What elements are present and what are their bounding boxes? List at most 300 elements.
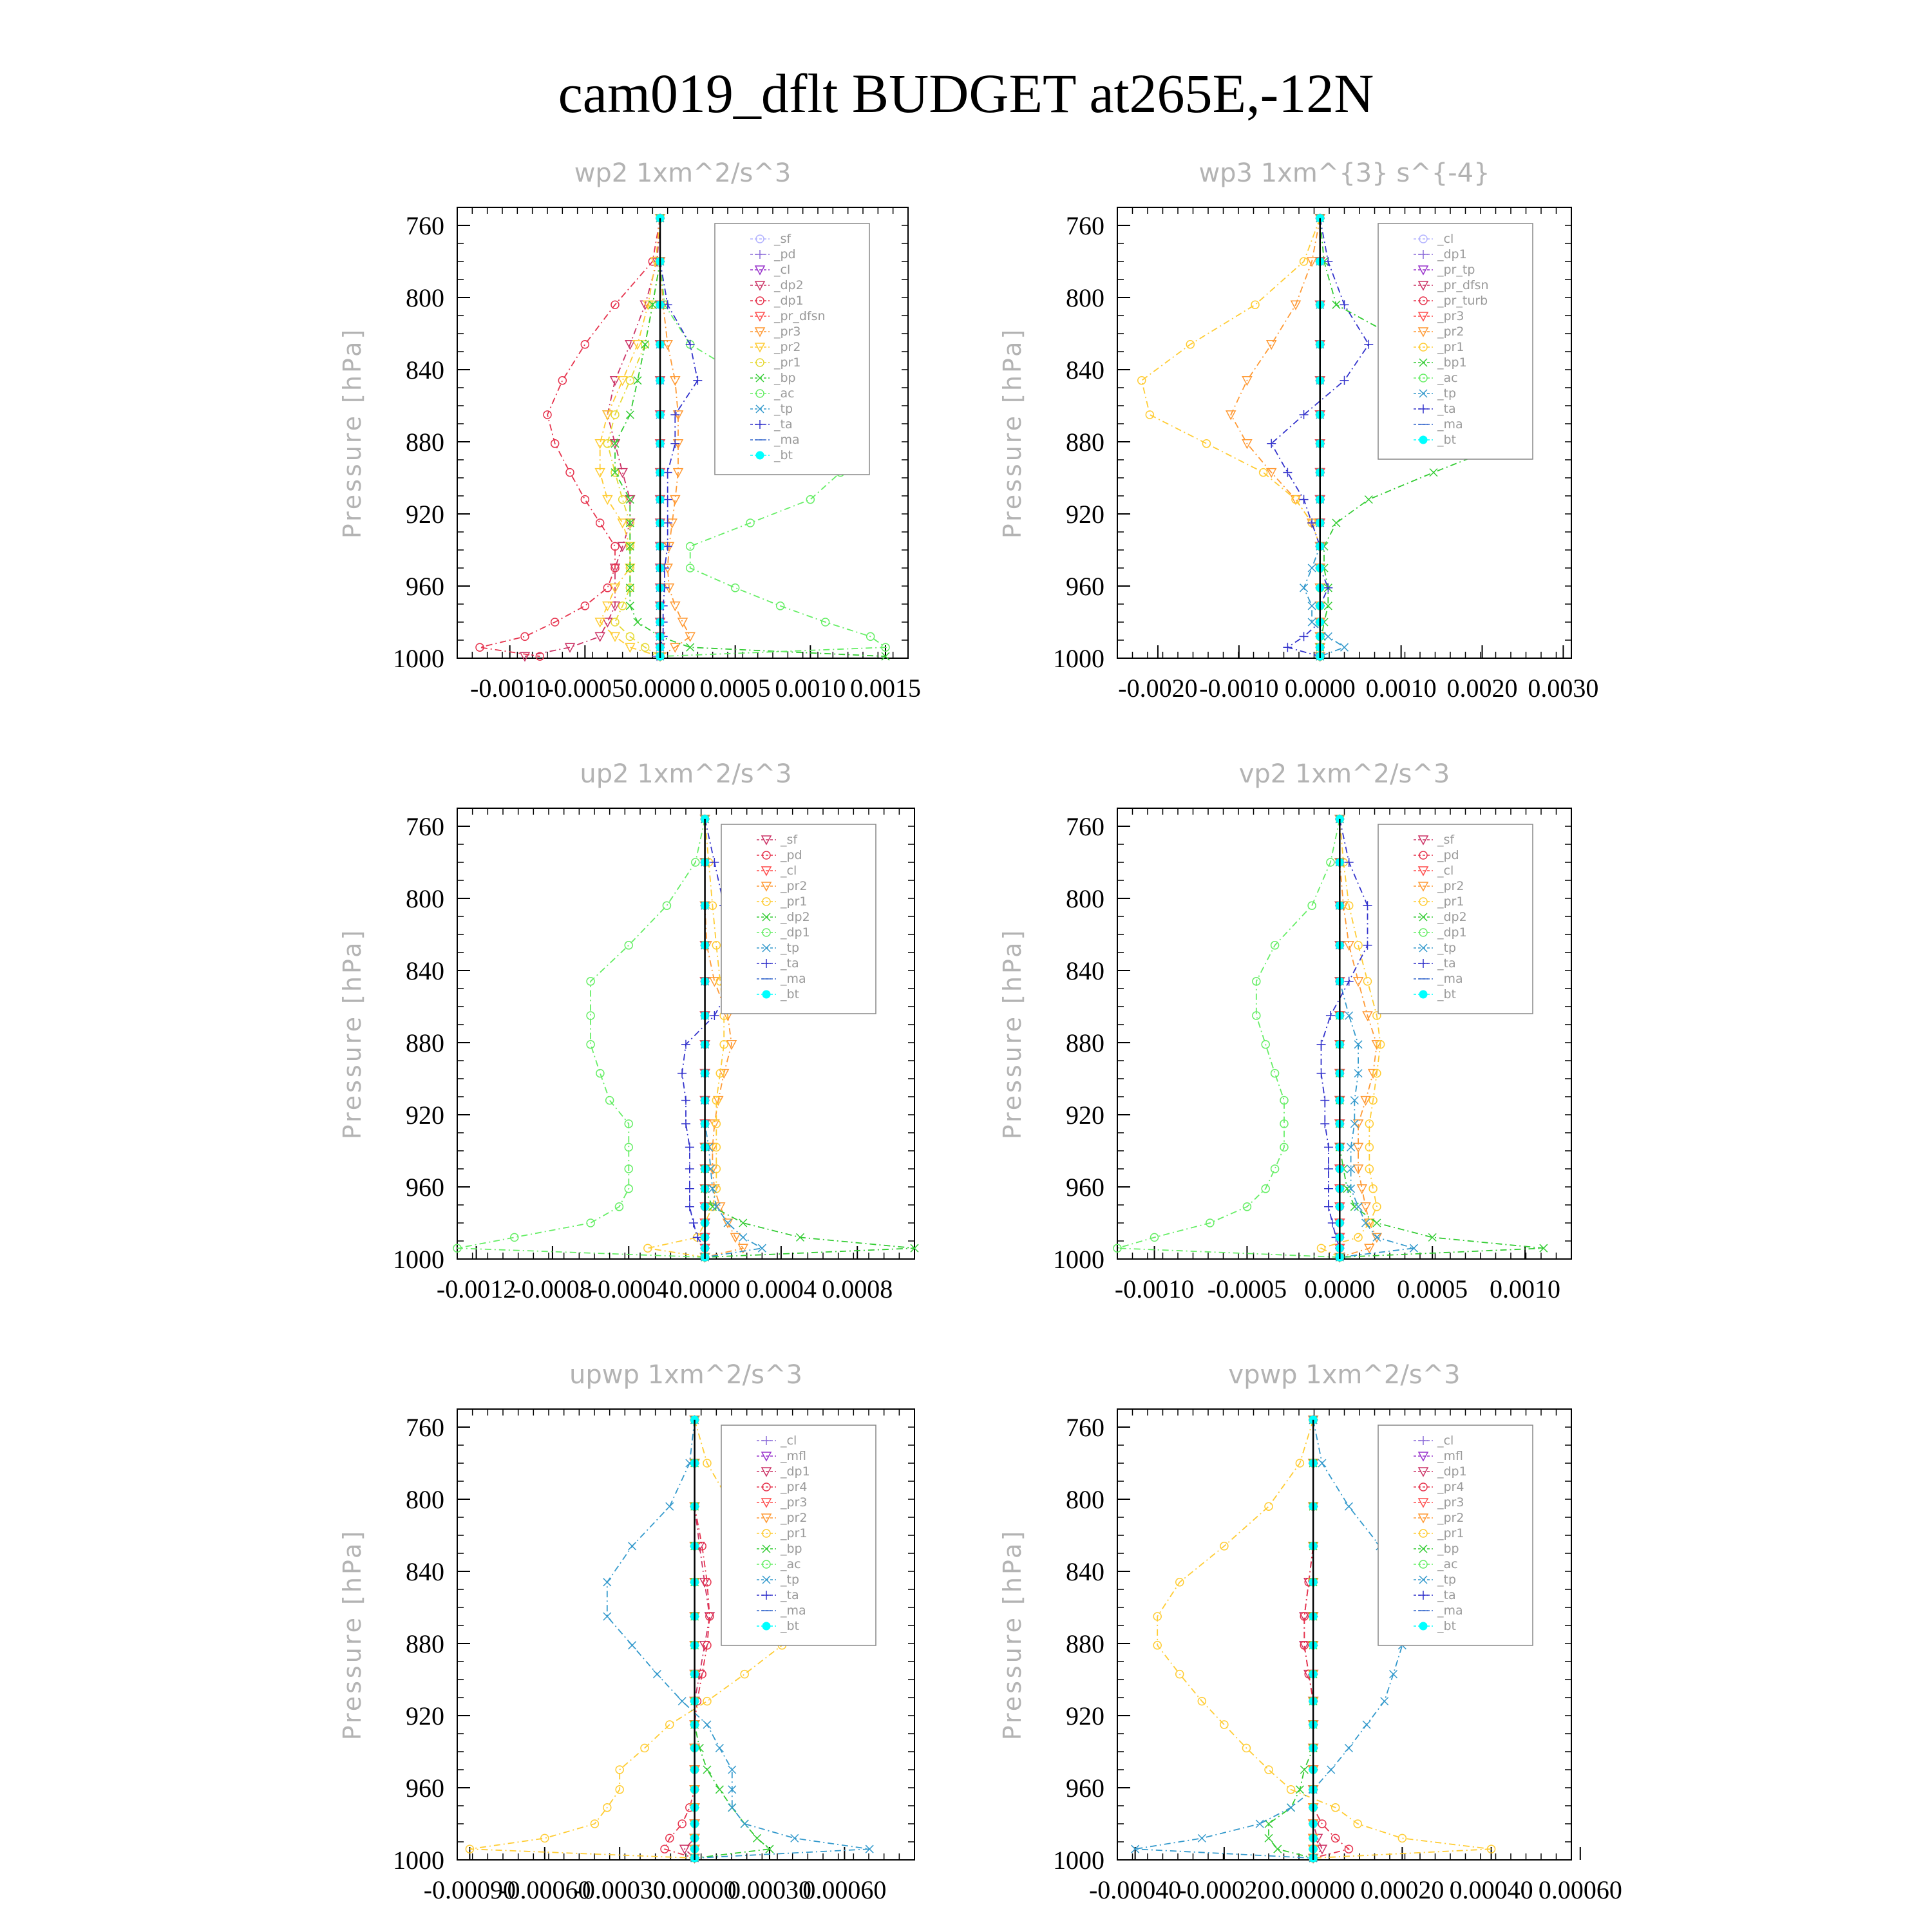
legend-label: _cl xyxy=(774,263,791,277)
series-pr1 xyxy=(1138,214,1324,660)
x-tick-label: -0.0008 xyxy=(513,1274,592,1303)
x-tick-label: -0.0010 xyxy=(1114,1274,1195,1303)
data-point xyxy=(1345,1744,1352,1752)
x-tick-label: 0.00060 xyxy=(802,1875,887,1904)
y-tick-label: 920 xyxy=(406,500,444,529)
data-point xyxy=(1318,1845,1327,1853)
legend-label: _ac xyxy=(1437,1557,1458,1571)
legend-label: _pr4 xyxy=(781,1480,808,1494)
legend-label: _ac xyxy=(1437,371,1458,385)
data-point xyxy=(1365,496,1372,504)
data-point xyxy=(685,1142,694,1151)
data-point xyxy=(629,1642,636,1649)
panel-title: vp2 1xm^2/s^3 xyxy=(1238,759,1450,789)
data-point xyxy=(1324,1142,1333,1151)
data-point xyxy=(1320,1096,1329,1105)
data-point xyxy=(581,496,589,504)
y-tick-label: 800 xyxy=(1066,884,1104,913)
legend-label: _pd xyxy=(781,848,802,862)
data-point xyxy=(1363,901,1372,910)
legend-label: _ma xyxy=(1437,972,1463,986)
x-tick-label: -0.0005 xyxy=(545,674,625,703)
y-tick-label: 840 xyxy=(406,956,444,985)
y-tick-label: 760 xyxy=(1066,211,1104,240)
data-point xyxy=(603,584,611,592)
legend-label: _tp xyxy=(1437,386,1457,401)
series-line xyxy=(525,218,660,656)
data-point xyxy=(1419,436,1427,444)
y-tick-label: 960 xyxy=(406,1173,444,1202)
series-line xyxy=(1340,819,1377,1257)
legend xyxy=(715,223,869,475)
legend-label: _ma xyxy=(781,1604,806,1618)
legend-label: _cl xyxy=(781,864,797,878)
legend-label: _pr4 xyxy=(1437,1480,1464,1494)
x-tick-label: -0.0010 xyxy=(1199,674,1279,703)
series-dp1 xyxy=(453,815,709,1261)
data-point xyxy=(1271,1165,1279,1173)
x-tick-label: -0.00020 xyxy=(1178,1875,1271,1904)
x-tick-label: 0.0004 xyxy=(745,1274,817,1303)
x-tick-label: 0.00020 xyxy=(1360,1875,1444,1904)
y-tick-label: 760 xyxy=(1066,1413,1104,1442)
data-point xyxy=(1296,1786,1303,1794)
series-pr4 xyxy=(661,1416,714,1862)
y-tick-label: 1000 xyxy=(393,1245,444,1274)
data-point xyxy=(715,1786,723,1794)
data-point xyxy=(1267,341,1276,349)
legend-label: _ac xyxy=(774,386,795,401)
y-tick-label: 760 xyxy=(1066,812,1104,841)
data-point xyxy=(1265,1502,1273,1510)
legend-label: _ac xyxy=(781,1557,801,1571)
series-pr4 xyxy=(1300,1416,1352,1862)
y-tick-label: 840 xyxy=(1066,1557,1104,1586)
data-point xyxy=(677,1069,687,1078)
y-tick-label: 840 xyxy=(406,355,444,384)
legend-label: _pr1 xyxy=(1437,1526,1464,1540)
legend-label: _pr2 xyxy=(1437,325,1464,339)
data-point xyxy=(606,1097,614,1104)
legend-label: _bt xyxy=(781,987,800,1001)
x-tick-label: -0.00040 xyxy=(1088,1875,1182,1904)
data-point xyxy=(1340,300,1349,309)
data-point xyxy=(626,602,634,610)
budget-panel-3 xyxy=(998,759,1571,1303)
legend-label: _pr1 xyxy=(774,355,801,370)
legend xyxy=(721,824,876,1014)
x-tick-label: 0.0005 xyxy=(1397,1274,1468,1303)
legend-label: _dp1 xyxy=(1437,247,1467,261)
x-tick-label: 0.0010 xyxy=(775,674,846,703)
legend-label: _pr3 xyxy=(774,325,801,339)
data-point xyxy=(686,632,695,641)
data-point xyxy=(625,1143,632,1151)
y-tick-label: 800 xyxy=(1066,283,1104,312)
data-point xyxy=(1327,1766,1335,1774)
x-tick-label: -0.00090 xyxy=(423,1875,516,1904)
y-tick-label: 840 xyxy=(1066,956,1104,985)
y-tick-label: 800 xyxy=(1066,1485,1104,1514)
y-tick-label: 960 xyxy=(1066,572,1104,601)
data-point xyxy=(681,1119,690,1128)
data-point xyxy=(1320,1119,1329,1128)
y-tick-label: 960 xyxy=(406,572,444,601)
panel-title: up2 1xm^2/s^3 xyxy=(580,759,792,789)
data-point xyxy=(1271,1070,1279,1077)
y-tick-label: 800 xyxy=(406,884,444,913)
data-point xyxy=(681,1096,690,1105)
data-point xyxy=(1324,1184,1333,1193)
y-tick-label: 960 xyxy=(406,1774,444,1803)
panel-title: wp3 1xm^{3} s^{-4} xyxy=(1198,158,1490,188)
series-pr2 xyxy=(1335,815,1381,1262)
data-point xyxy=(1308,602,1316,610)
x-tick-label: -0.0010 xyxy=(470,674,550,703)
data-point xyxy=(596,440,605,448)
legend-label: _sf xyxy=(781,833,798,847)
legend-label: _bt xyxy=(1437,433,1457,447)
series-line xyxy=(660,218,697,656)
x-tick-label: 0.0000 xyxy=(625,674,696,703)
series-pr2 xyxy=(1226,214,1324,661)
data-point xyxy=(686,340,695,349)
x-tick-label: 0.0015 xyxy=(850,674,921,703)
legend-label: _pr_dfsn xyxy=(774,309,826,323)
legend-label: _dp1 xyxy=(781,925,810,940)
series-tp xyxy=(1300,214,1349,660)
data-point xyxy=(693,376,702,385)
data-point xyxy=(1308,564,1316,572)
data-point xyxy=(1363,978,1371,985)
legend-label: _bp xyxy=(1437,1542,1459,1556)
data-point xyxy=(581,602,589,610)
data-point xyxy=(685,1184,694,1193)
data-point xyxy=(603,440,611,448)
data-point xyxy=(1307,518,1316,527)
data-point xyxy=(741,1671,748,1678)
x-tick-label: 0.00030 xyxy=(727,1875,811,1904)
x-tick-label: 0.00000 xyxy=(652,1875,737,1904)
data-point xyxy=(678,1820,686,1828)
x-tick-label: 0.0030 xyxy=(1528,674,1599,703)
legend-label: _dp2 xyxy=(1437,910,1467,924)
data-point xyxy=(666,1502,674,1510)
data-point xyxy=(596,1070,604,1077)
legend-label: _pr1 xyxy=(781,1526,808,1540)
legend-label: _pr_tp xyxy=(1437,263,1475,277)
data-point xyxy=(1381,1698,1388,1705)
x-tick-label: -0.0004 xyxy=(589,1274,668,1303)
data-point xyxy=(685,1164,694,1173)
series-line xyxy=(1135,1420,1412,1858)
legend-label: _ma xyxy=(1437,1604,1463,1618)
x-tick-label: 0.0010 xyxy=(1490,1274,1561,1303)
legend-label: _ma xyxy=(781,972,806,986)
legend-label: _pr1 xyxy=(781,895,808,909)
legend-label: _ta xyxy=(1437,1588,1456,1602)
legend-label: _pr2 xyxy=(1437,879,1464,893)
legend-label: _mfl xyxy=(1437,1449,1463,1463)
legend-label: _tp xyxy=(781,941,800,955)
data-point xyxy=(1256,1820,1264,1828)
y-tick-label: 880 xyxy=(406,428,444,457)
legend-label: _bt xyxy=(1437,1619,1457,1633)
series-dp2 xyxy=(520,214,665,661)
legend-label: _dp1 xyxy=(781,1464,810,1479)
legend-label: _sf xyxy=(1437,833,1455,847)
series-line xyxy=(1142,218,1320,656)
y-axis-label: Pressure [hPa] xyxy=(998,1528,1027,1741)
legend-label: _dp2 xyxy=(774,278,804,292)
legend-label: _pr_turb xyxy=(1437,294,1488,308)
legend-label: _ta xyxy=(774,417,793,431)
y-tick-label: 880 xyxy=(406,1629,444,1658)
panel-title: wp2 1xm^2/s^3 xyxy=(574,158,791,188)
data-point xyxy=(629,1542,636,1550)
data-point xyxy=(681,1040,690,1049)
budget-panel-1 xyxy=(998,158,1598,703)
legend-label: _pr3 xyxy=(1437,1495,1464,1510)
series-pd xyxy=(652,214,665,661)
data-point xyxy=(1300,495,1309,504)
legend-label: _ta xyxy=(781,956,799,971)
legend-label: _sf xyxy=(774,232,791,246)
y-tick-label: 960 xyxy=(1066,1173,1104,1202)
data-point xyxy=(619,496,627,504)
data-point xyxy=(663,902,670,909)
legend-label: _dp1 xyxy=(1437,925,1467,940)
legend-label: _tp xyxy=(1437,1573,1457,1587)
legend xyxy=(1378,1425,1533,1645)
data-point xyxy=(1300,584,1308,592)
y-tick-label: 760 xyxy=(406,1413,444,1442)
data-point xyxy=(762,990,770,998)
figure-title: cam019_dflt BUDGET at265E,-12N xyxy=(558,62,1374,124)
data-point xyxy=(687,542,694,550)
data-point xyxy=(1265,1766,1273,1774)
data-point xyxy=(1363,1721,1370,1728)
legend-label: _pd xyxy=(774,247,796,261)
legend-label: _pr2 xyxy=(781,1511,808,1525)
legend-label: _ta xyxy=(1437,956,1456,971)
legend-label: _tp xyxy=(1437,941,1457,955)
data-point xyxy=(1363,941,1372,950)
y-tick-label: 1000 xyxy=(1053,1245,1104,1274)
legend-label: _dp2 xyxy=(781,910,810,924)
y-tick-label: 760 xyxy=(406,812,444,841)
data-point xyxy=(587,1219,594,1227)
series-line xyxy=(1321,819,1381,1257)
legend xyxy=(721,1425,876,1645)
data-point xyxy=(625,942,632,949)
legend-label: _bp xyxy=(774,371,796,385)
series-line xyxy=(665,1420,710,1858)
legend-label: _pr2 xyxy=(774,340,801,354)
data-point xyxy=(1326,1011,1335,1020)
data-point xyxy=(1354,1143,1363,1151)
series-pr1 xyxy=(603,214,664,660)
data-point xyxy=(1373,1219,1381,1227)
budget-panel-5 xyxy=(998,1360,1622,1904)
data-point xyxy=(1308,618,1316,626)
series-pr1 xyxy=(644,815,728,1261)
data-point xyxy=(806,496,814,504)
data-point xyxy=(1146,411,1153,419)
data-point xyxy=(715,1744,723,1752)
y-tick-label: 920 xyxy=(1066,1101,1104,1130)
legend-label: _pr1 xyxy=(1437,895,1464,909)
data-point xyxy=(1345,1012,1353,1019)
y-tick-label: 1000 xyxy=(393,1846,444,1875)
data-point xyxy=(1317,1069,1326,1078)
data-point xyxy=(756,451,764,459)
legend-label: _tp xyxy=(774,402,793,416)
data-point xyxy=(1317,1040,1326,1049)
data-point xyxy=(1390,1671,1397,1678)
x-tick-label: -0.00030 xyxy=(573,1875,666,1904)
data-point xyxy=(1318,1459,1326,1467)
x-tick-label: 0.00040 xyxy=(1449,1875,1533,1904)
data-point xyxy=(1343,1185,1351,1193)
data-point xyxy=(1287,1804,1295,1812)
data-point xyxy=(1430,469,1437,477)
data-point xyxy=(603,1578,611,1586)
y-axis-label: Pressure [hPa] xyxy=(998,327,1027,539)
y-tick-label: 1000 xyxy=(1053,1846,1104,1875)
data-point xyxy=(685,1202,694,1211)
data-point xyxy=(611,618,619,626)
legend-label: _ta xyxy=(781,1588,799,1602)
data-point xyxy=(703,1721,711,1728)
data-point xyxy=(1202,440,1210,448)
data-point xyxy=(703,1698,711,1705)
data-point xyxy=(603,496,612,504)
x-tick-label: 0.0000 xyxy=(669,1274,741,1303)
panel-title: upwp 1xm^2/s^3 xyxy=(569,1360,802,1390)
data-point xyxy=(634,618,641,626)
y-tick-label: 1000 xyxy=(1053,644,1104,673)
y-tick-label: 760 xyxy=(406,211,444,240)
series-dp1 xyxy=(1113,815,1343,1261)
y-tick-label: 800 xyxy=(406,283,444,312)
y-axis-label: Pressure [hPa] xyxy=(338,927,366,1140)
data-point xyxy=(626,411,634,419)
panel-title: vpwp 1xm^2/s^3 xyxy=(1228,1360,1461,1390)
data-point xyxy=(1354,1203,1362,1211)
data-point xyxy=(1364,340,1373,349)
x-tick-label: -0.0020 xyxy=(1118,674,1198,703)
data-point xyxy=(1398,1834,1406,1842)
series-dp1 xyxy=(476,214,664,660)
data-point xyxy=(558,377,566,384)
legend-label: _pr_dfsn xyxy=(1437,278,1489,292)
data-point xyxy=(739,1219,747,1227)
legend-label: _bp1 xyxy=(1437,355,1467,370)
y-tick-label: 1000 xyxy=(393,644,444,673)
series-line xyxy=(1304,218,1345,656)
data-point xyxy=(1345,1502,1352,1510)
y-axis-label: Pressure [hPa] xyxy=(338,327,366,539)
x-tick-label: 0.0020 xyxy=(1446,674,1518,703)
data-point xyxy=(603,1613,611,1620)
series-line xyxy=(1269,1420,1313,1858)
data-point xyxy=(1324,632,1332,640)
data-point xyxy=(670,602,679,611)
y-axis-label: Pressure [hPa] xyxy=(998,927,1027,1140)
data-point xyxy=(791,1834,799,1842)
data-point xyxy=(1324,1202,1333,1211)
x-tick-label: 0.0000 xyxy=(1304,1274,1376,1303)
legend-label: _tp xyxy=(781,1573,800,1587)
data-point xyxy=(1419,990,1427,998)
data-point xyxy=(1260,469,1267,477)
legend-label: _ta xyxy=(1437,402,1456,416)
legend-label: _pr3 xyxy=(1437,309,1464,323)
budget-panel-2 xyxy=(338,759,918,1303)
data-point xyxy=(753,1834,761,1842)
legend-label: _bp xyxy=(781,1542,802,1556)
budget-panel-4 xyxy=(338,1360,914,1904)
data-point xyxy=(1350,1203,1358,1211)
data-point xyxy=(1324,1164,1333,1173)
x-tick-label: 0.00000 xyxy=(1271,1875,1356,1904)
series-bp xyxy=(1265,1416,1317,1862)
legend-label: _bt xyxy=(781,1619,800,1633)
y-axis-label: Pressure [hPa] xyxy=(338,1528,366,1741)
legend xyxy=(1378,824,1533,1014)
legend-label: _pd xyxy=(1437,848,1459,862)
legend-label: _pr2 xyxy=(781,879,808,893)
data-point xyxy=(678,1698,686,1705)
x-tick-label: 0.00060 xyxy=(1538,1875,1622,1904)
data-point xyxy=(1274,1845,1282,1853)
y-tick-label: 960 xyxy=(1066,1774,1104,1803)
data-point xyxy=(732,584,739,592)
data-point xyxy=(741,1820,748,1828)
y-tick-label: 920 xyxy=(406,1701,444,1730)
y-tick-label: 840 xyxy=(406,1557,444,1586)
x-tick-label: -0.0005 xyxy=(1207,1274,1287,1303)
legend-label: _bt xyxy=(774,448,793,462)
y-tick-label: 800 xyxy=(406,1485,444,1514)
y-tick-label: 880 xyxy=(1066,428,1104,457)
data-point xyxy=(521,632,529,640)
data-point xyxy=(1220,1721,1228,1728)
data-point xyxy=(678,618,687,627)
series-tp xyxy=(1132,1416,1416,1862)
data-point xyxy=(1419,1622,1427,1630)
data-point xyxy=(689,1218,698,1227)
x-tick-label: 0.0005 xyxy=(699,674,771,703)
legend xyxy=(1378,223,1533,459)
data-point xyxy=(1198,1834,1206,1842)
y-tick-label: 880 xyxy=(1066,1028,1104,1057)
legend-label: _dp1 xyxy=(774,294,804,308)
legend-label: _ma xyxy=(774,433,800,447)
legend-label: _pr2 xyxy=(1437,1511,1464,1525)
y-tick-label: 920 xyxy=(406,1101,444,1130)
legend-label: _bt xyxy=(1437,987,1457,1001)
data-point xyxy=(1283,468,1292,477)
legend-label: _pr1 xyxy=(1437,340,1464,354)
series-line xyxy=(457,819,705,1257)
series-dp1 xyxy=(680,1416,714,1862)
data-point xyxy=(739,1233,747,1241)
data-point xyxy=(653,1671,661,1678)
x-tick-label: -0.0012 xyxy=(436,1274,516,1303)
legend-label: _cl xyxy=(1437,864,1454,878)
